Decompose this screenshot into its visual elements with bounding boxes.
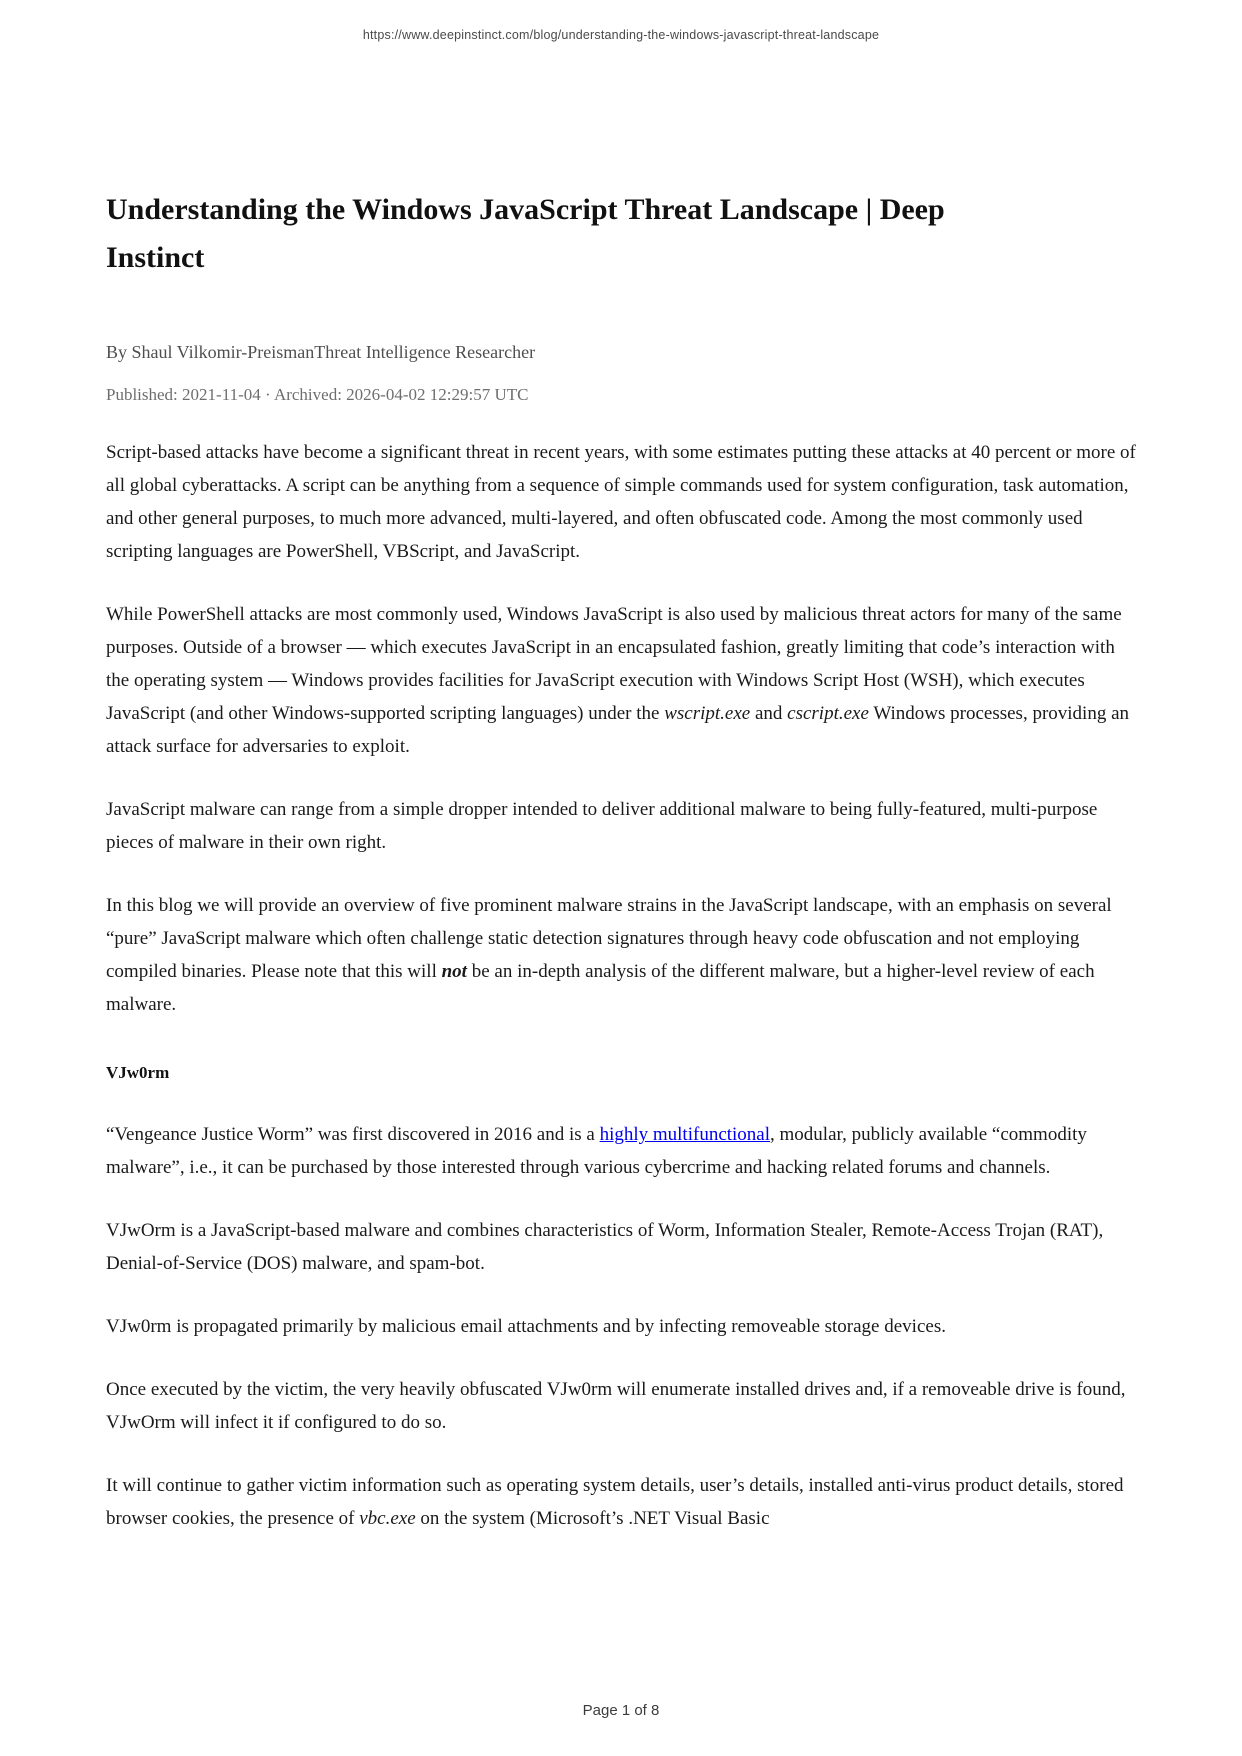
paragraph bbox=[106, 1118, 1136, 1184]
text-run: It will continue to gather victim information such as operating system details, user’s details, installed anti-virus product details, stored browser cookies, the presence of bbox=[106, 1475, 1124, 1529]
text-run: VJw0rm is propagated primarily by malicious email attachments and by infecting removeable storage devices. bbox=[106, 1316, 946, 1337]
text-run: , modular, publicly available “commodity malware”, i.e., it can be purchased by those interested through various cybercrime and hacking related forums and channels. bbox=[106, 1124, 1087, 1178]
paragraph bbox=[106, 598, 1136, 763]
text-run: In this blog we will provide an overview of five prominent malware strains in the JavaScript landscape, with an emphasis on several “pure” JavaScript malware which often challenge static detection signatures through heavy code obfuscation and not employing compiled binaries. Please note that this will bbox=[106, 895, 1112, 982]
text-run: cscript.exe bbox=[787, 703, 869, 724]
article-meta: Published: 2021-11-04 · Archived: 2026-04-02 12:29:57 UTC bbox=[106, 385, 529, 404]
text-run: “Vengeance Justice Worm” was first discovered in 2016 and is a bbox=[106, 1124, 600, 1145]
text-run: on the system (Microsoft’s .NET Visual Basic bbox=[415, 1508, 770, 1529]
text-run: VJwOrm is a JavaScript-based malware and combines characteristics of Worm, Information Stealer, Remote-Access Trojan (RAT), Denial-of-Service (DOS) malware, and spam-bot. bbox=[106, 1220, 1104, 1274]
text-run: Windows processes, providing an attack surface for adversaries to exploit. bbox=[106, 703, 1130, 757]
text-run: Once executed by the victim, the very heavily obfuscated VJw0rm will enumerate installed drives and, if a removeable drive is found, VJwOrm will infect it if configured to do so. bbox=[106, 1379, 1126, 1433]
paragraph bbox=[106, 793, 1136, 859]
text-run: While PowerShell attacks are most commonly used, Windows JavaScript is also used by malicious threat actors for many of the same purposes. Outside of a browser — which executes JavaScript in an encapsulated fashion, greatly limiting that code’s interaction with the operating system — Windows provides facilities for JavaScript execution with Windows Script Host (WSH), which executes JavaScript (and other Windows-supported scripting languages) under the bbox=[106, 604, 1122, 724]
text-run: Script-based attacks have become a significant threat in recent years, with some estimates putting these attacks at 40 percent or more of all global cyberattacks. A script can be anything from a sequence of simple commands used for system configuration, task automation, and other general purposes, to much more advanced, multi-layered, and often obfuscated code. Among the most commonly used scripting languages are PowerShell, VBScript, and JavaScript. bbox=[106, 442, 1136, 562]
text-run: JavaScript malware can range from a simple dropper intended to deliver additional malware to being fully-featured, multi-purpose pieces of malware in their own right. bbox=[106, 799, 1098, 853]
page-header bbox=[0, 28, 1242, 42]
text-run: vbc.exe bbox=[359, 1508, 416, 1529]
paragraph bbox=[106, 436, 1136, 568]
paragraph bbox=[106, 889, 1136, 1021]
link-highly-multifunctional[interactable]: highly multifunctional bbox=[599, 1124, 771, 1145]
text-run: wscript.exe bbox=[664, 703, 751, 724]
source-url: https://www.deepinstinct.com/blog/understanding-the-windows-javascript-threat-landscape bbox=[362, 28, 880, 42]
page-footer bbox=[0, 1702, 1242, 1719]
section-heading-vjw0rm: VJw0rm bbox=[106, 1063, 170, 1082]
text-run: be an in-depth analysis of the different malware, but a higher-level review of each malware. bbox=[106, 961, 1095, 1015]
page-number: Page 1 of 8 bbox=[582, 1702, 660, 1719]
article-title: Understanding the Windows JavaScript Threat Landscape | Deep Instinct bbox=[106, 193, 945, 274]
paragraph bbox=[106, 1214, 1136, 1280]
paragraph bbox=[106, 1310, 1136, 1343]
paragraph bbox=[106, 1469, 1136, 1535]
text-run: not bbox=[441, 961, 467, 982]
article-byline: By Shaul Vilkomir-PreismanThreat Intelligence Researcher bbox=[106, 342, 536, 362]
text-run: and bbox=[750, 703, 788, 724]
paragraph bbox=[106, 1373, 1136, 1439]
